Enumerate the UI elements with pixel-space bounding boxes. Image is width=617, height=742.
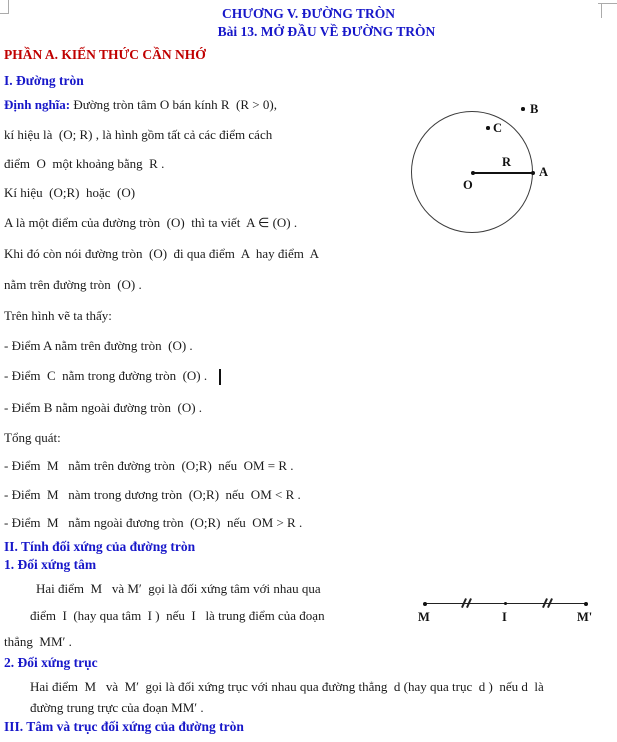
- text-line: nằm trên đường tròn (O) .: [4, 277, 142, 292]
- text-line: Hai điểm M và M′ gọi là đối xứng tâm với nhau qua: [36, 581, 321, 596]
- section-1-heading: I. Đường tròn: [4, 73, 84, 88]
- definition-text: Đường tròn tâm O bán kính R (R > 0),: [70, 97, 277, 112]
- text-line: thẳng MM′ .: [4, 634, 72, 649]
- text-line: Khi đó còn nói đường tròn (O) đi qua điểm A hay điểm A: [4, 246, 320, 261]
- center-point-O: [471, 171, 475, 175]
- point-A: [531, 171, 535, 175]
- label-O: O: [463, 178, 473, 192]
- label-I: I: [502, 610, 507, 624]
- label-B: B: [530, 102, 539, 116]
- definition-label: Định nghĩa:: [4, 97, 71, 112]
- subsection-2-heading: 2. Đối xứng trục: [4, 655, 98, 670]
- chapter-title: CHƯƠNG V. ĐƯỜNG TRÒN: [221, 6, 395, 21]
- text-line: điểm I (hay qua tâm I ) nếu I là trung điểm của đoạn: [30, 608, 325, 623]
- point-M: [423, 602, 427, 606]
- text-line: Trên hình vẽ ta thấy:: [4, 308, 112, 323]
- subsection-1-heading: 1. Đối xứng tâm: [4, 557, 97, 572]
- point-C: [486, 126, 490, 130]
- point-B: [521, 107, 525, 111]
- label-R: R: [502, 155, 512, 169]
- text-line: Kí hiệu (O;R) hoặc (O): [4, 185, 136, 200]
- text-line: đường trung trực của đoạn MM′ .: [30, 700, 204, 715]
- section-2-heading: II. Tính đối xứng của đường tròn: [4, 539, 196, 554]
- text-line: điểm O một khoảng bằng R .: [4, 156, 165, 171]
- text-line: - Điểm M nằm trên đường tròn (O;R) nếu OM = R .: [4, 458, 294, 473]
- text-line: kí hiệu là (O; R) , là hình gồm tất cả các điểm cách: [4, 127, 273, 142]
- point-I: [504, 602, 508, 606]
- label-M-prime: M': [577, 610, 593, 624]
- label-C: C: [493, 121, 503, 135]
- text-line: - Điểm M nằm ngoài đương tròn (O;R) nếu OM > R .: [4, 515, 303, 530]
- definition-line: [4, 97, 277, 113]
- text-line: - Điểm M nàm trong dương tròn (O;R) nếu OM < R .: [4, 487, 301, 502]
- lesson-title: Bài 13. MỞ ĐẦU VỀ ĐƯỜNG TRÒN: [217, 24, 436, 39]
- section-3-heading: III. Tâm và trục đối xứng của đường tròn: [4, 719, 244, 734]
- text-line: - Điểm A nằm trên đường tròn (O) .: [4, 338, 193, 353]
- radius-line: [473, 172, 533, 174]
- text-cursor: [219, 369, 221, 385]
- text-line: Tổng quát:: [4, 430, 61, 445]
- text-line: A là một điểm của đường tròn (O) thì ta viết A ∈ (O) .: [4, 215, 298, 230]
- text-line: - Điểm B nằm ngoài đường tròn (O) .: [4, 400, 203, 415]
- label-A: A: [539, 165, 549, 179]
- text-line: - Điểm C nằm trong đường tròn (O) .: [4, 368, 208, 383]
- part-a-heading: PHẦN A. KIẾN THỨC CẦN NHỚ: [4, 47, 206, 62]
- label-M: M: [418, 610, 430, 624]
- page-margin-mark-top-right-horizontal: [598, 3, 617, 4]
- text-line: Hai điểm M và M′ gọi là đối xứng trục với nhau qua đường thẳng d (hay qua trục d ) nếu d là: [30, 679, 544, 694]
- point-M-prime: [584, 602, 588, 606]
